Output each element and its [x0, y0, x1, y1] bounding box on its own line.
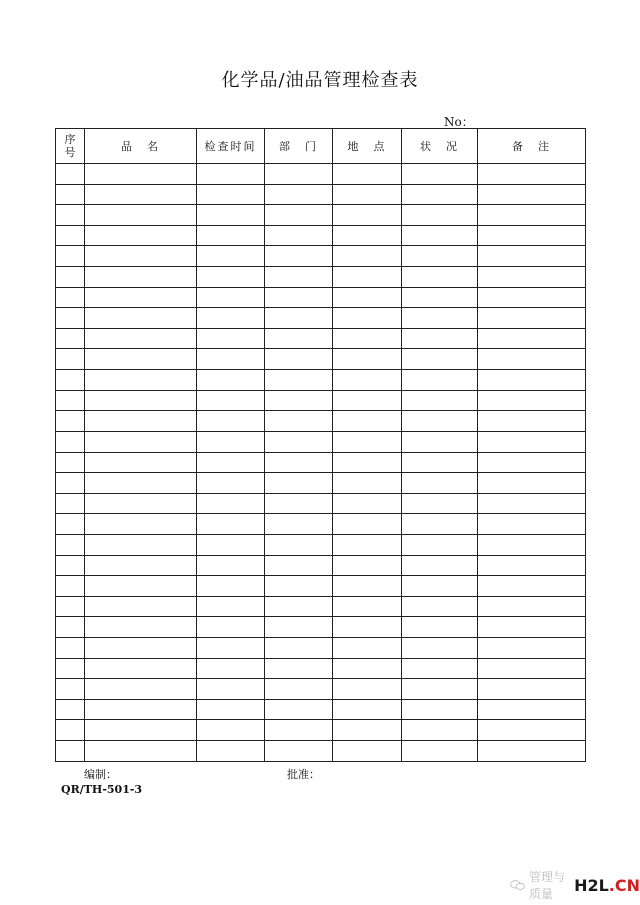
table-cell[interactable]: [402, 720, 478, 741]
table-cell[interactable]: [478, 205, 586, 226]
table-cell[interactable]: [402, 473, 478, 494]
table-cell[interactable]: [333, 638, 402, 659]
table-cell[interactable]: [197, 370, 265, 391]
table-cell[interactable]: [333, 267, 402, 288]
table-cell[interactable]: [197, 287, 265, 308]
table-cell[interactable]: [265, 473, 333, 494]
table-cell[interactable]: [402, 225, 478, 246]
table-cell[interactable]: [85, 555, 197, 576]
table-cell[interactable]: [402, 617, 478, 638]
column-header-condition: 状 况: [402, 129, 478, 164]
table-cell[interactable]: [478, 267, 586, 288]
table-cell[interactable]: [265, 514, 333, 535]
table-cell[interactable]: [478, 534, 586, 555]
table-cell[interactable]: [478, 411, 586, 432]
table-cell[interactable]: [85, 514, 197, 535]
table-row: [56, 308, 586, 329]
table-cell[interactable]: [265, 638, 333, 659]
table-cell[interactable]: [85, 164, 197, 185]
table-cell[interactable]: [265, 741, 333, 762]
table-cell[interactable]: [56, 617, 85, 638]
table-cell[interactable]: [197, 164, 265, 185]
table-cell[interactable]: [85, 452, 197, 473]
table-cell[interactable]: [333, 741, 402, 762]
table-cell[interactable]: [85, 328, 197, 349]
table-cell[interactable]: [265, 411, 333, 432]
table-cell[interactable]: [265, 287, 333, 308]
table-cell[interactable]: [265, 205, 333, 226]
compiled-by-label: 编制：: [84, 768, 117, 781]
table-cell[interactable]: [85, 617, 197, 638]
column-header-seq: 序 号: [56, 129, 85, 164]
table-cell[interactable]: [478, 720, 586, 741]
table-cell[interactable]: [333, 658, 402, 679]
table-cell[interactable]: [478, 741, 586, 762]
table-cell[interactable]: [197, 741, 265, 762]
document-code: QR/TH-501-3: [61, 783, 143, 796]
table-cell[interactable]: [478, 658, 586, 679]
table-cell[interactable]: [333, 390, 402, 411]
table-cell[interactable]: [197, 184, 265, 205]
table-cell[interactable]: [333, 493, 402, 514]
table-cell[interactable]: [333, 246, 402, 267]
table-cell[interactable]: [265, 225, 333, 246]
table-cell[interactable]: [478, 246, 586, 267]
table-cell[interactable]: [402, 184, 478, 205]
table-cell[interactable]: [402, 658, 478, 679]
table-cell[interactable]: [197, 390, 265, 411]
table-row: [56, 720, 586, 741]
table-cell[interactable]: [56, 596, 85, 617]
table-cell[interactable]: [402, 411, 478, 432]
inspection-table: [55, 128, 586, 762]
table-cell[interactable]: [265, 555, 333, 576]
table-row: [56, 617, 586, 638]
table-cell[interactable]: [85, 370, 197, 391]
table-cell[interactable]: [56, 534, 85, 555]
table-cell[interactable]: [56, 246, 85, 267]
table-cell[interactable]: [478, 555, 586, 576]
table-cell[interactable]: [56, 452, 85, 473]
table-cell[interactable]: [56, 555, 85, 576]
table-row: [56, 267, 586, 288]
table-cell[interactable]: [333, 473, 402, 494]
table-cell[interactable]: [478, 473, 586, 494]
table-row: [56, 596, 586, 617]
table-cell[interactable]: [197, 638, 265, 659]
table-cell[interactable]: [85, 349, 197, 370]
table-cell[interactable]: [85, 493, 197, 514]
table-cell[interactable]: [402, 267, 478, 288]
watermark-account-name: 管理与质量: [529, 870, 566, 901]
table-row: [56, 390, 586, 411]
table-cell[interactable]: [402, 638, 478, 659]
column-header-item-name: 品 名: [85, 129, 197, 164]
table-cell[interactable]: [265, 596, 333, 617]
column-header-department: 部 门: [265, 129, 333, 164]
table-cell[interactable]: [478, 349, 586, 370]
table-cell[interactable]: [478, 452, 586, 473]
table-row: [56, 411, 586, 432]
table-cell[interactable]: [333, 555, 402, 576]
table-cell[interactable]: [402, 349, 478, 370]
table-cell[interactable]: [333, 411, 402, 432]
table-cell[interactable]: [197, 246, 265, 267]
table-cell[interactable]: [56, 720, 85, 741]
table-cell[interactable]: [478, 287, 586, 308]
table-cell[interactable]: [333, 308, 402, 329]
table-cell[interactable]: [478, 370, 586, 391]
table-cell[interactable]: [333, 164, 402, 185]
table-cell[interactable]: [85, 576, 197, 597]
table-cell[interactable]: [402, 555, 478, 576]
table-cell[interactable]: [85, 205, 197, 226]
table-cell[interactable]: [333, 370, 402, 391]
table-cell[interactable]: [402, 431, 478, 452]
table-row: [56, 370, 586, 391]
table-cell[interactable]: [56, 411, 85, 432]
table-row: [56, 431, 586, 452]
table-cell[interactable]: [402, 308, 478, 329]
table-cell[interactable]: [478, 576, 586, 597]
table-cell[interactable]: [56, 370, 85, 391]
table-cell[interactable]: [333, 287, 402, 308]
table-cell[interactable]: [197, 411, 265, 432]
document-number-label: No：: [444, 115, 474, 129]
table-cell[interactable]: [197, 493, 265, 514]
table-cell[interactable]: [85, 308, 197, 329]
table-cell[interactable]: [56, 164, 85, 185]
table-cell[interactable]: [333, 617, 402, 638]
table-cell[interactable]: [85, 411, 197, 432]
table-cell[interactable]: [265, 390, 333, 411]
table-cell[interactable]: [56, 658, 85, 679]
table-cell[interactable]: [197, 658, 265, 679]
table-cell[interactable]: [478, 225, 586, 246]
table-cell[interactable]: [56, 473, 85, 494]
table-row: [56, 184, 586, 205]
table-cell[interactable]: [402, 679, 478, 700]
table-cell[interactable]: [85, 184, 197, 205]
table-cell[interactable]: [56, 287, 85, 308]
table-cell[interactable]: [478, 308, 586, 329]
table-cell[interactable]: [402, 534, 478, 555]
table-cell[interactable]: [265, 576, 333, 597]
table-row: [56, 205, 586, 226]
table-cell[interactable]: [197, 679, 265, 700]
table-cell[interactable]: [56, 328, 85, 349]
header-row: [56, 129, 586, 164]
table-row: [56, 328, 586, 349]
table-cell[interactable]: [56, 493, 85, 514]
table-cell[interactable]: [85, 658, 197, 679]
table-row: [56, 493, 586, 514]
table-cell[interactable]: [478, 596, 586, 617]
table-row: [56, 534, 586, 555]
table-cell[interactable]: [56, 267, 85, 288]
table-cell[interactable]: [333, 679, 402, 700]
table-row: [56, 679, 586, 700]
table-cell[interactable]: [333, 596, 402, 617]
table-cell[interactable]: [333, 328, 402, 349]
table-cell[interactable]: [265, 267, 333, 288]
table-cell[interactable]: [333, 349, 402, 370]
table-cell[interactable]: [478, 328, 586, 349]
table-cell[interactable]: [85, 679, 197, 700]
table-cell[interactable]: [478, 699, 586, 720]
table-cell[interactable]: [265, 246, 333, 267]
table-cell[interactable]: [478, 493, 586, 514]
table-cell[interactable]: [333, 205, 402, 226]
table-cell[interactable]: [265, 184, 333, 205]
table-row: [56, 452, 586, 473]
table-cell[interactable]: [56, 205, 85, 226]
table-cell[interactable]: [56, 349, 85, 370]
column-header-remarks: 备 注: [478, 129, 586, 164]
table-cell[interactable]: [197, 431, 265, 452]
table-cell[interactable]: [333, 431, 402, 452]
table-cell[interactable]: [85, 596, 197, 617]
table-cell[interactable]: [333, 720, 402, 741]
table-cell[interactable]: [402, 699, 478, 720]
table-cell[interactable]: [478, 617, 586, 638]
table-cell[interactable]: [265, 617, 333, 638]
table-cell[interactable]: [402, 205, 478, 226]
table-cell[interactable]: [333, 225, 402, 246]
table-cell[interactable]: [478, 431, 586, 452]
table-cell[interactable]: [85, 638, 197, 659]
table-cell[interactable]: [402, 493, 478, 514]
table-cell[interactable]: [85, 431, 197, 452]
table-cell[interactable]: [197, 576, 265, 597]
table-cell[interactable]: [265, 328, 333, 349]
table-cell[interactable]: [85, 741, 197, 762]
table-cell[interactable]: [402, 452, 478, 473]
approved-by-label: 批准：: [287, 768, 320, 781]
table-cell[interactable]: [402, 328, 478, 349]
table-cell[interactable]: [478, 514, 586, 535]
table-cell[interactable]: [402, 287, 478, 308]
table-cell[interactable]: [333, 699, 402, 720]
table-cell[interactable]: [197, 328, 265, 349]
table-cell[interactable]: [56, 741, 85, 762]
table-cell[interactable]: [197, 720, 265, 741]
table-cell[interactable]: [265, 720, 333, 741]
table-cell[interactable]: [333, 452, 402, 473]
table-cell[interactable]: [197, 452, 265, 473]
table-row: [56, 287, 586, 308]
table-cell[interactable]: [402, 390, 478, 411]
table-cell[interactable]: [478, 164, 586, 185]
table-cell[interactable]: [85, 390, 197, 411]
table-cell[interactable]: [197, 205, 265, 226]
table-cell[interactable]: [402, 246, 478, 267]
column-header-inspection-time: 检查时间: [197, 129, 265, 164]
table-cell[interactable]: [85, 720, 197, 741]
table-cell[interactable]: [478, 390, 586, 411]
table-cell[interactable]: [197, 617, 265, 638]
table-cell[interactable]: [265, 164, 333, 185]
form-title: 化学品/油品管理检查表: [221, 70, 419, 91]
table-cell[interactable]: [197, 308, 265, 329]
column-header-location: 地 点: [333, 129, 402, 164]
table-row: [56, 555, 586, 576]
table-row: [56, 638, 586, 659]
table-cell[interactable]: [265, 534, 333, 555]
table-cell[interactable]: [56, 514, 85, 535]
table-cell[interactable]: [56, 184, 85, 205]
table-row: [56, 349, 586, 370]
table-cell[interactable]: [265, 431, 333, 452]
table-cell[interactable]: [265, 308, 333, 329]
table-cell[interactable]: [197, 225, 265, 246]
table-cell[interactable]: [197, 514, 265, 535]
table-cell[interactable]: [85, 246, 197, 267]
table-cell[interactable]: [197, 473, 265, 494]
table-cell[interactable]: [85, 699, 197, 720]
table-cell[interactable]: [333, 576, 402, 597]
table-row: [56, 473, 586, 494]
table-cell[interactable]: [402, 576, 478, 597]
table-row: [56, 658, 586, 679]
table-cell[interactable]: [197, 267, 265, 288]
table-cell[interactable]: [478, 184, 586, 205]
table-cell[interactable]: [265, 699, 333, 720]
table-cell[interactable]: [56, 638, 85, 659]
table-cell[interactable]: [478, 679, 586, 700]
watermark: [510, 868, 640, 902]
table-cell[interactable]: [402, 164, 478, 185]
table-cell[interactable]: [197, 555, 265, 576]
table-cell[interactable]: [197, 699, 265, 720]
table-cell[interactable]: [402, 514, 478, 535]
table-cell[interactable]: [265, 370, 333, 391]
table-cell[interactable]: [265, 658, 333, 679]
table-row: [56, 225, 586, 246]
table-row: [56, 514, 586, 535]
table-cell[interactable]: [56, 431, 85, 452]
table-row: [56, 164, 586, 185]
table-row: [56, 741, 586, 762]
table-cell[interactable]: [56, 679, 85, 700]
table-cell[interactable]: [56, 390, 85, 411]
table-cell[interactable]: [56, 699, 85, 720]
table-cell[interactable]: [56, 225, 85, 246]
table-cell[interactable]: [85, 225, 197, 246]
table-cell[interactable]: [265, 349, 333, 370]
table-cell[interactable]: [197, 596, 265, 617]
table-cell[interactable]: [402, 370, 478, 391]
table-cell[interactable]: [56, 576, 85, 597]
table-row: [56, 246, 586, 267]
table-cell[interactable]: [85, 473, 197, 494]
table-cell[interactable]: [333, 534, 402, 555]
table-cell[interactable]: [265, 493, 333, 514]
wechat-icon: [510, 877, 525, 893]
table-cell[interactable]: [402, 741, 478, 762]
table-cell[interactable]: [265, 679, 333, 700]
table-cell[interactable]: [85, 287, 197, 308]
table-cell[interactable]: [333, 184, 402, 205]
table-row: [56, 576, 586, 597]
table-cell[interactable]: [56, 308, 85, 329]
table-row: [56, 699, 586, 720]
table-cell[interactable]: [478, 638, 586, 659]
table-cell[interactable]: [85, 267, 197, 288]
table-cell[interactable]: [333, 514, 402, 535]
table-cell[interactable]: [85, 534, 197, 555]
table-cell[interactable]: [265, 452, 333, 473]
table-cell[interactable]: [197, 349, 265, 370]
watermark-logo: H2L.CN: [574, 875, 640, 895]
table-cell[interactable]: [197, 534, 265, 555]
table-cell[interactable]: [402, 596, 478, 617]
